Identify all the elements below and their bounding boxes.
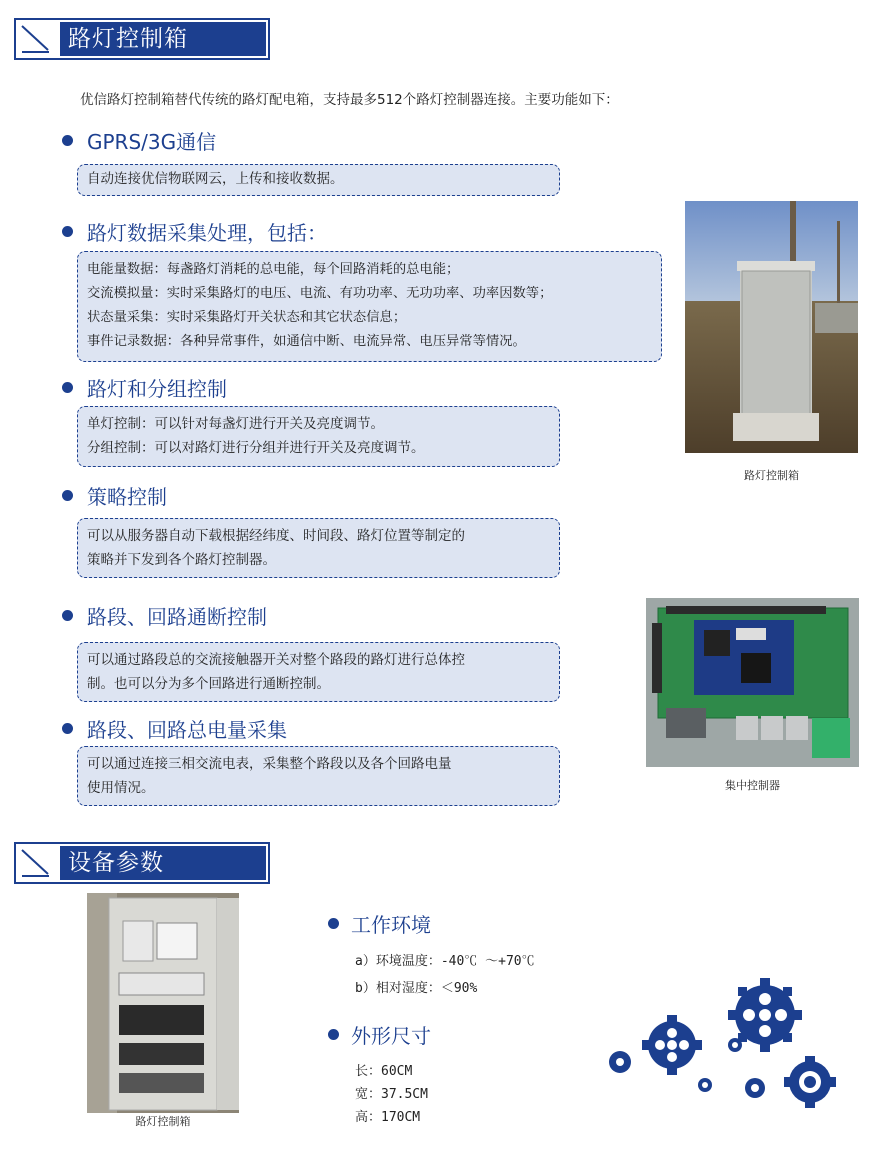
feature-title-text: 路段、回路总电量采集: [87, 718, 287, 742]
height-spec: 高：170CM: [355, 1110, 421, 1125]
feature-box: [77, 164, 560, 196]
feature-line: 电能量数据：每盏路灯消耗的总电能，每个回路消耗的总电能；: [87, 262, 460, 277]
feature-title-text: 路段、回路通断控制: [87, 605, 267, 629]
feature-title: [62, 126, 216, 155]
dimensions-title: [328, 1020, 431, 1049]
feature-line: 事件记录数据：各种异常事件，如通信中断、电流异常、电压异常等情况。: [87, 334, 526, 349]
feature-title: [62, 481, 167, 510]
feature-box: [77, 406, 560, 467]
feature-box: [77, 251, 662, 362]
temperature-spec: a）环境温度：-40℃ ～+70℃: [355, 954, 535, 969]
feature-line: 单灯控制：可以针对每盏灯进行开关及亮度调节。: [87, 416, 384, 432]
intro-text: 优信路灯控制箱替代传统的路灯配电箱，支持最多512个路灯控制器连接。主要功能如下：: [80, 92, 619, 108]
bullet-dot: [328, 918, 339, 929]
feature-line: 策略并下发到各个路灯控制器。: [87, 552, 276, 568]
feature-title: [62, 601, 267, 630]
feature-title: [62, 714, 287, 743]
feature-title-text: 策略控制: [87, 485, 167, 509]
environment-title: [328, 909, 431, 938]
feature-line: 可以从服务器自动下载根据经纬度、时间段、路灯位置等制定的: [87, 528, 465, 544]
section-header-control-box: [14, 18, 270, 60]
section-title: 路灯控制箱: [60, 22, 266, 56]
bullet-dot: [62, 610, 73, 621]
feature-line: 交流模拟量：实时采集路灯的电压、电流、有功功率、无功功率、功率因数等；: [87, 286, 553, 301]
bullet-dot: [62, 490, 73, 501]
corner-arrow-icon: [18, 22, 56, 56]
feature-title-text: 路灯和分组控制: [87, 377, 227, 401]
feature-title: [62, 217, 327, 246]
feature-line: 制。也可以分为多个回路进行通断控制。: [87, 676, 330, 692]
feature-line: 状态量采集：实时采集路灯开关状态和其它状态信息；: [87, 310, 407, 325]
dimensions-title-text: 外形尺寸: [351, 1024, 431, 1048]
section-header-parameters: [14, 842, 270, 884]
feature-line: 自动连接优信物联网云，上传和接收数据。: [87, 171, 344, 187]
humidity-spec: b）相对湿度：＜90%: [355, 981, 478, 996]
gears-icon: [600, 975, 850, 1115]
bullet-dot: [328, 1029, 339, 1040]
controller-photo: [646, 598, 859, 767]
feature-box: [77, 518, 560, 578]
bullet-dot: [62, 226, 73, 237]
bullet-dot: [62, 135, 73, 146]
bullet-dot: [62, 382, 73, 393]
feature-line: 可以通过连接三相交流电表，采集整个路段以及各个回路电量: [87, 756, 452, 772]
feature-box: [77, 642, 560, 702]
width-spec: 宽：37.5CM: [355, 1087, 428, 1102]
length-spec: 长：60CM: [355, 1064, 413, 1079]
feature-title-text: 路灯数据采集处理，包括：: [87, 221, 327, 245]
feature-title: [62, 373, 227, 402]
cabinet-inside-caption: 路灯控制箱: [135, 1115, 191, 1128]
controller-caption: 集中控制器: [725, 779, 780, 792]
feature-line: 可以通过路段总的交流接触器开关对整个路段的路灯进行总体控: [87, 652, 465, 668]
cabinet-inside-photo: [87, 893, 239, 1113]
feature-line: 使用情况。: [87, 780, 155, 796]
corner-arrow-icon: [18, 846, 56, 880]
feature-box: [77, 746, 560, 806]
section-title: 设备参数: [60, 846, 266, 880]
cabinet-caption: 路灯控制箱: [744, 469, 799, 482]
feature-line: 分组控制：可以对路灯进行分组并进行开关及亮度调节。: [87, 440, 425, 456]
environment-title-text: 工作环境: [351, 913, 431, 937]
feature-title-text: GPRS/3G通信: [87, 130, 217, 154]
bullet-dot: [62, 723, 73, 734]
cabinet-photo: [685, 201, 858, 453]
